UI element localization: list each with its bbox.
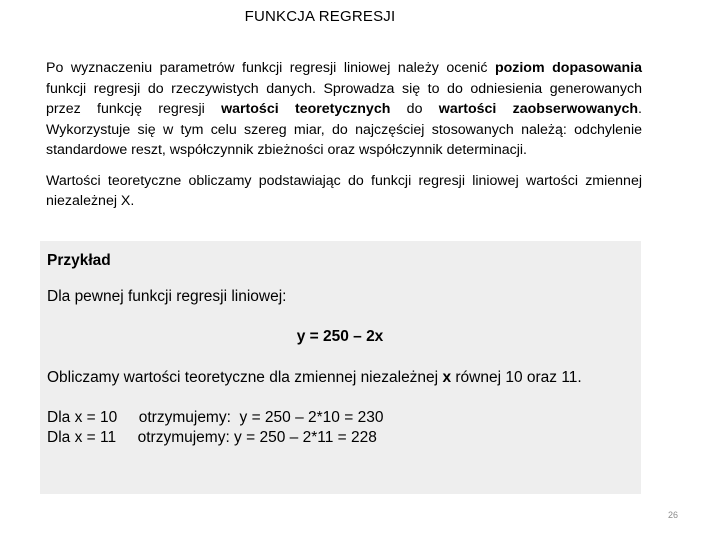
intro-p1-bold-2: wartości teoretycznych	[221, 101, 391, 117]
intro-p1-bold-3: wartości zaobserwowanych	[438, 101, 639, 117]
intro-p1-text-4: . Wykorzystuje się w tym celu szereg miar, do najczęściej stosowanych należą: odchylenie standardowe reszt, współczynnik zbieżności oraz współczynnik determinacji.	[46, 101, 642, 158]
intro-paragraph-2: Wartości teoretyczne obliczamy podstawiając do funkcji regresji liniowej wartości zmiennej niezależnej X.	[46, 172, 642, 209]
calculation-line: Dla x = 11 otrzymujemy: y = 250 – 2*11 = 228	[47, 429, 377, 446]
example-lead: Dla pewnej funkcji regresji liniowej:	[47, 288, 287, 305]
intro-p1-text-2: funkcji regresji do rzeczywistych danych. Sprowadza się to do odniesienia generowanych przez funkcję regresji	[46, 80, 642, 117]
example-text-2: równej 10 oraz 11.	[451, 369, 582, 386]
intro-p1-bold-1: poziom dopasowania	[494, 60, 642, 76]
example-text-bold: x	[442, 369, 452, 386]
intro-p1-text-3: do	[390, 101, 439, 117]
example-text-1: Obliczamy wartości teoretyczne dla zmiennej niezależnej	[47, 369, 443, 386]
intro-paragraph-1	[46, 58, 642, 161]
example-text	[47, 367, 633, 389]
regression-formula: y = 250 – 2x	[296, 328, 384, 345]
page-title: FUNKCJA REGRESJI	[244, 8, 396, 25]
example-box	[40, 241, 641, 494]
calculation-line: Dla x = 10 otrzymujemy: y = 250 – 2*10 = 230	[47, 409, 384, 426]
intro-text	[46, 58, 642, 212]
page-number: 26	[667, 510, 678, 520]
intro-p1-text-1: Po wyznaczeniu parametrów funkcji regresji liniowej należy ocenić	[46, 60, 495, 76]
example-heading: Przykład	[47, 252, 111, 269]
calculation-list	[47, 408, 633, 448]
